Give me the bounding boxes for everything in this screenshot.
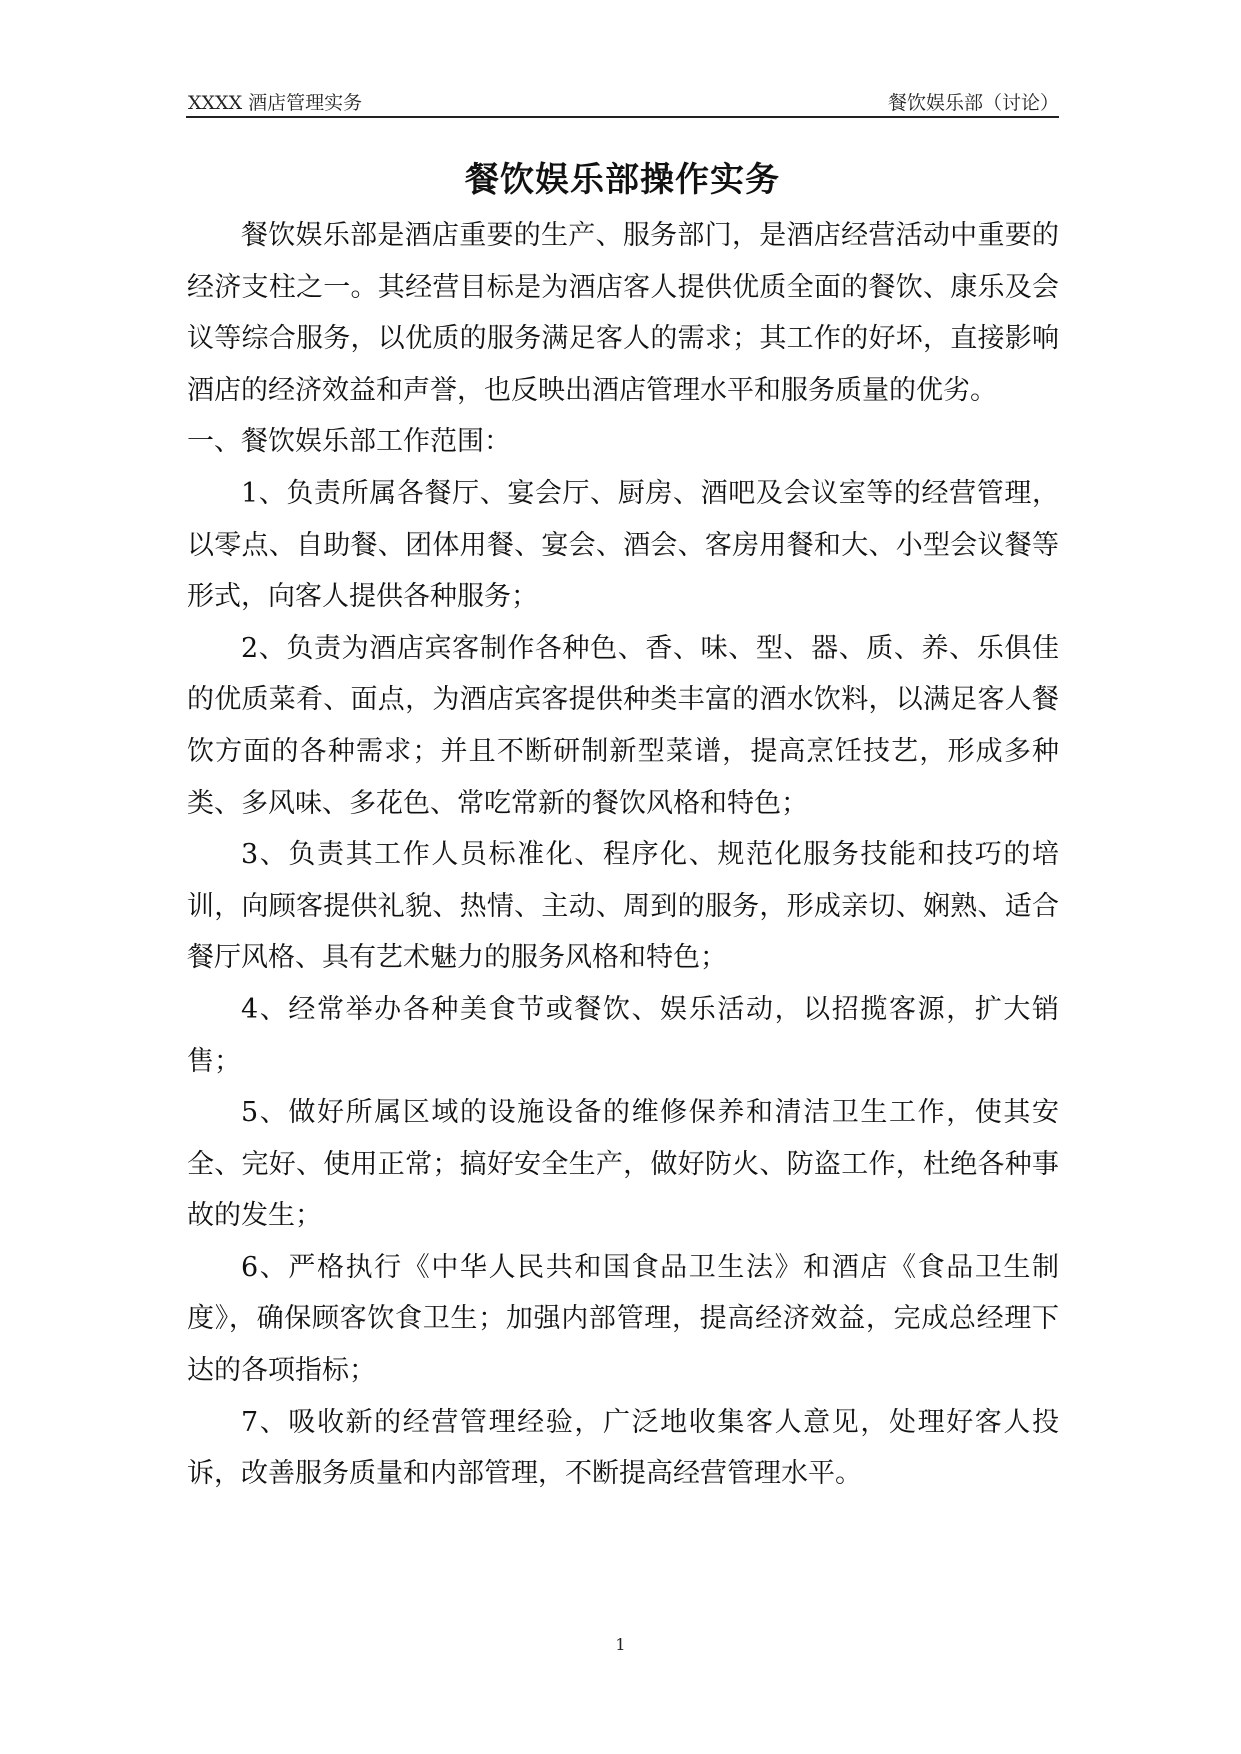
section-heading: 一、餐饮娱乐部工作范围： (187, 426, 511, 458)
list-item: 2、负责为酒店宾客制作各种色、香、味、型、器、质、养、乐俱佳的优质菜肴、面点，为酒店宾客提供种类丰富的酒水饮料，以满足客人餐饮方面的各种需求；并且不断研制新型菜谱，提高烹饪技艺，形成多种类、多风味、多花色、常吃常新的餐饮风格和特色； (187, 632, 1059, 819)
list-item: 5、做好所属区域的设施设备的维修保养和清洁卫生工作，使其安全、完好、使用正常；搞好安全生产，做好防火、防盗工作，杜绝各种事故的发生； (187, 1097, 1059, 1232)
list-item: 1、负责所属各餐厅、宴会厅、厨房、酒吧及会议室等的经营管理，以零点、自助餐、团体用餐、宴会、酒会、客房用餐和大、小型会议餐等形式，向客人提供各种服务； (187, 477, 1059, 613)
document-title: 餐饮娱乐部操作实务 (465, 160, 780, 200)
list-item: 3、负责其工作人员标准化、程序化、规范化服务技能和技巧的培训，向顾客提供礼貌、热情、主动、周到的服务，形成亲切、娴熟、适合餐厅风格、具有艺术魅力的服务风格和特色； (187, 839, 1059, 974)
list-item: 7、吸收新的经营管理经验，广泛地收集客人意见，处理好客人投诉，改善服务质量和内部管理，不断提高经营管理水平。 (187, 1406, 1059, 1490)
intro-paragraph: 餐饮娱乐部是酒店重要的生产、服务部门，是酒店经营活动中重要的经济支柱之一。其经营目标是为酒店客人提供优质全面的餐饮、康乐及会议等综合服务，以优质的服务满足客人的需求；其工作的好坏，直接影响酒店的经济效益和声誉，也反映出酒店管理水平和服务质量的优劣。 (187, 220, 1059, 406)
page-number: 1 (615, 1635, 626, 1654)
header-left-text: XXXX 酒店管理实务 (188, 92, 363, 114)
page-header (186, 86, 1059, 118)
header-right-text: 餐饮娱乐部（讨论） (887, 92, 1059, 114)
document-body (187, 210, 1059, 1500)
list-item: 6、严格执行《中华人民共和国食品卫生法》和酒店《食品卫生制度》，确保顾客饮食卫生；加强内部管理，提高经济效益，完成总经理下达的各项指标； (187, 1251, 1059, 1387)
list-item: 4、经常举办各种美食节或餐饮、娱乐活动，以招揽客源，扩大销售； (187, 993, 1059, 1077)
